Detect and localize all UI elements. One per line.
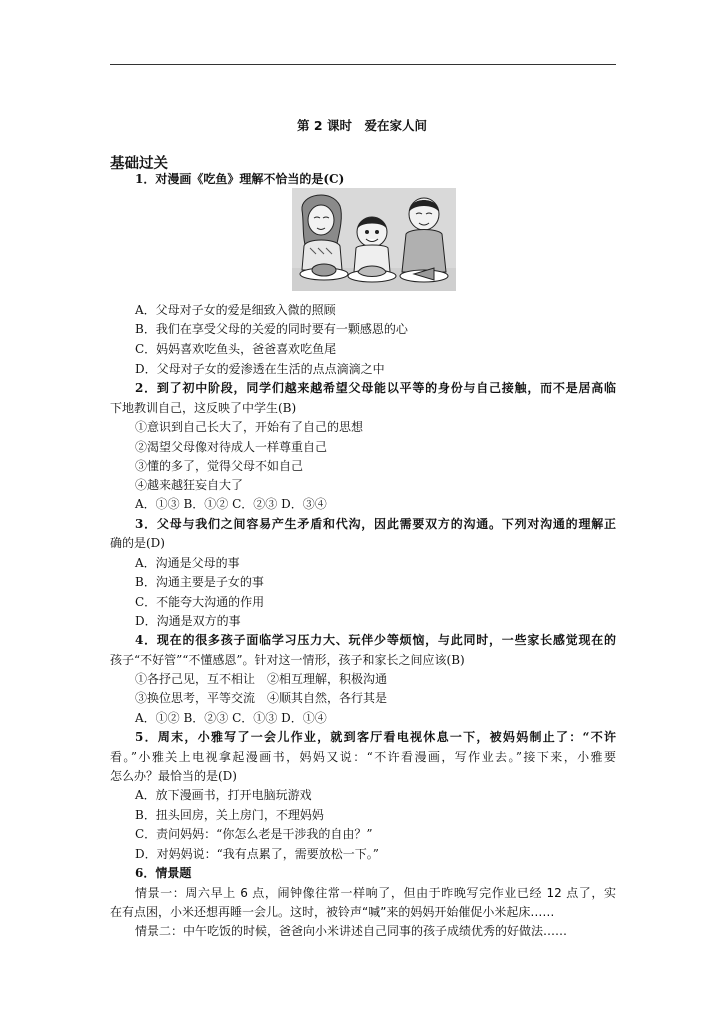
- q3-stem-line2: 确的是(D): [110, 536, 165, 550]
- q3-stem-line1: 3．父母与我们之间容易产生矛盾和代沟，因此需要双方的沟通。下列对沟通的理解正: [135, 517, 616, 531]
- section-heading: 基础过关: [110, 156, 168, 172]
- q1-stem: 1．对漫画《吃鱼》理解不恰当的是(C): [135, 172, 345, 186]
- q2-item-4: ④越来越狂妄自大了: [135, 478, 244, 492]
- q3-option-b: B．沟通主要是子女的事: [135, 575, 264, 589]
- q5-option-b: B．扭头回房，关上房门，不理妈妈: [135, 808, 324, 822]
- q4-stem-line2: 孩子“不好管”“不懂感恩”。针对这一情形，孩子和家长之间应该(B): [110, 653, 465, 667]
- q4-stem-line1: 4．现在的很多孩子面临学习压力大、玩伴少等烦恼，与此同时，一些家长感觉现在的: [135, 633, 616, 647]
- q1-option-b: B．我们在享受父母的关爱的同时要有一颗感恩的心: [135, 322, 408, 336]
- q4-items-line2: ③换位思考，平等交流 ④顺其自然，各行其是: [135, 691, 388, 705]
- page-title: 第 2 课时 爱在家人间: [297, 118, 427, 133]
- q1-option-a: A．父母对子女的爱是细致入微的照顾: [135, 303, 336, 317]
- q5-stem-line2: 看。”小雅关上电视拿起漫画书，妈妈又说：“不许看漫画，写作业去。”接下来，小雅要: [110, 750, 616, 764]
- q2-stem-line2: 下地教训自己，这反映了中学生(B): [110, 401, 297, 415]
- header-rule: [110, 64, 616, 65]
- q1-option-c: C．妈妈喜欢吃鱼头，爸爸喜欢吃鱼尾: [135, 342, 337, 356]
- q5-stem-line1: 5．周末，小雅写了一会儿作业，就到客厅看电视休息一下，被妈妈制止了：“不许: [135, 730, 616, 744]
- mother-figure: [302, 195, 342, 270]
- q5-option-d: D．对妈妈说：“我有点累了，需要放松一下。”: [135, 847, 379, 861]
- fish-eating-cartoon-illustration: [292, 188, 456, 291]
- q3-option-c: C．不能夸大沟通的作用: [135, 595, 265, 609]
- q2-item-1: ①意识到自己长大了，开始有了自己的思想: [135, 420, 364, 434]
- q2-choices: A．①③ B．①② C．②③ D．③④: [135, 497, 327, 511]
- q5-option-a: A．放下漫画书，打开电脑玩游戏: [135, 788, 312, 802]
- q4-items-line1: ①各抒己见，互不相让 ②相互理解，积极沟通: [135, 672, 388, 686]
- q6-scene2-line1: 情景二：中午吃饭的时候，爸爸向小米讲述自己同事的孩子成绩优秀的好做法……: [135, 924, 568, 938]
- q5-option-c: C．责问妈妈：“你怎么老是干涉我的自由？”: [135, 827, 373, 841]
- q2-item-2: ②渴望父母像对待成人一样尊重自己: [135, 440, 328, 454]
- q2-stem-line1: 2．到了初中阶段，同学们越来越希望父母能以平等的身份与自己接触，而不是居高临: [135, 381, 616, 395]
- q3-option-d: D．沟通是双方的事: [135, 614, 241, 628]
- q6-stem: 6．情景题: [135, 866, 192, 880]
- q3-option-a: A．沟通是父母的事: [135, 556, 240, 570]
- q6-scene1-line2: 在有点困，小米还想再睡一会儿。这时，被铃声“喊”来的妈妈开始催促小米起床……: [110, 905, 555, 919]
- q4-choices: A．①② B．②③ C．①③ D．①④: [135, 711, 327, 725]
- q2-item-3: ③懂的多了，觉得父母不如自己: [135, 459, 304, 473]
- q5-stem-line3: 怎么办？最恰当的是(D): [110, 769, 237, 783]
- q6-scene1-line1: 情景一：周六早上 6 点，闹钟像往常一样响了，但由于昨晚写完作业已经 12 点了，实: [135, 886, 616, 900]
- q1-option-d: D．父母对子女的爱渗透在生活的点点滴滴之中: [135, 362, 385, 376]
